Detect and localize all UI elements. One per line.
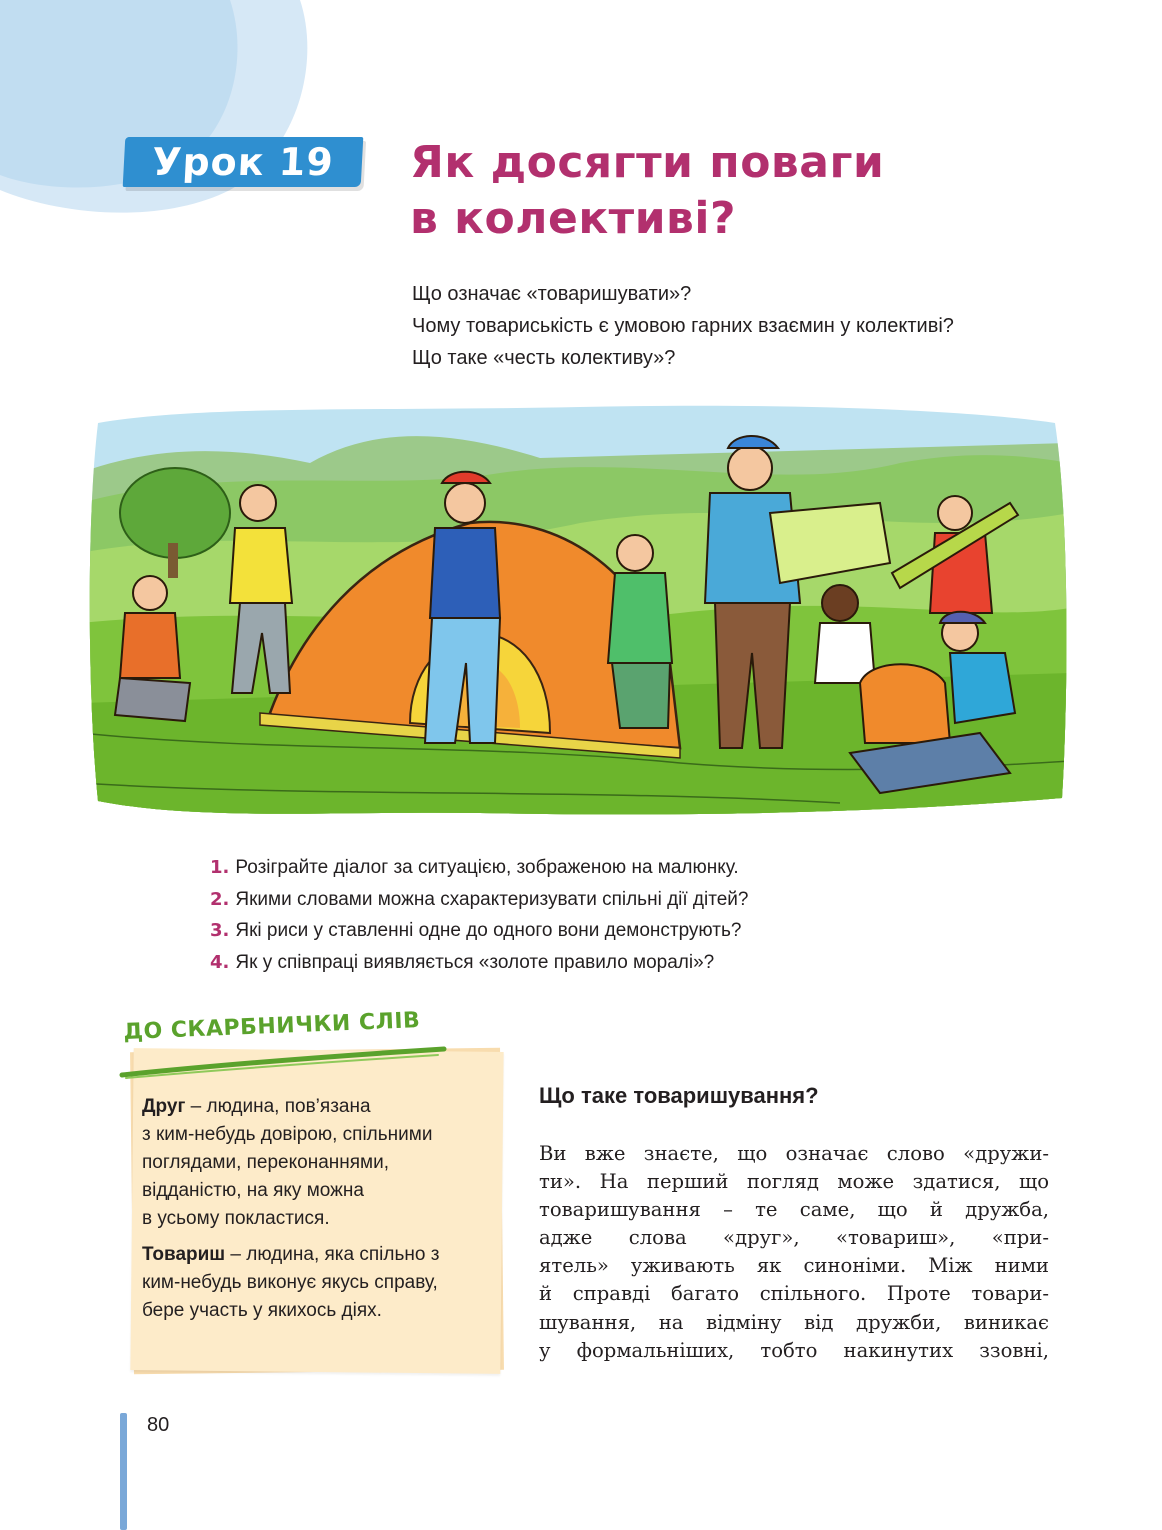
task-item: [210, 852, 748, 884]
task-item: [210, 947, 748, 979]
definition-line: поглядами, переконаннями,: [142, 1152, 389, 1173]
definition-line: з ким-небудь довірою, спільними: [142, 1124, 433, 1145]
task-number: 4.: [210, 951, 230, 973]
section-body: [539, 1140, 1049, 1365]
task-item: [210, 915, 748, 947]
intro-questions: [412, 278, 954, 374]
corner-decoration: [0, 0, 320, 230]
body-line: ятель» уживають як синоніми. Між ними: [539, 1254, 1049, 1278]
term: Друг: [142, 1096, 186, 1117]
title-line-1: Як досягти поваги: [410, 137, 885, 188]
definition-comrade: [142, 1241, 502, 1325]
task-number: 2.: [210, 888, 230, 910]
definition-line: ким-небудь виконує якусь справу,: [142, 1272, 438, 1293]
question-item: Чому товариськість є умовою гарних взаємин у колективі?: [412, 315, 954, 337]
definition-friend: [142, 1093, 502, 1233]
vocab-heading: ДО СКАРБНИЧКИ СЛІВ: [122, 1008, 421, 1045]
task-text: Розіграйте діалог за ситуацією, зображеною на малюнку.: [235, 857, 739, 878]
definition-line: в усьому покластися.: [142, 1208, 330, 1229]
vocab-definitions: [142, 1093, 502, 1333]
camping-illustration: [80, 403, 1070, 833]
task-number: 3.: [210, 920, 230, 941]
task-text: Як у співпраці виявляється «золоте правило моралі»?: [235, 951, 715, 973]
question-item: Що таке «честь колективу»?: [412, 347, 676, 369]
definition-line: бере участь у якихось діях.: [142, 1300, 382, 1321]
body-line: шування, на відміну від дружби, виникає: [539, 1310, 1049, 1334]
title-line-2: в колективі?: [410, 193, 736, 244]
definition-line: – людина, яка спільно з: [225, 1244, 440, 1265]
task-text: Які риси у ставленні одне до одного вони демонструють?: [235, 920, 742, 941]
term: Товариш: [142, 1244, 226, 1265]
body-line: ти». На перший погляд може здатися, що: [539, 1170, 1049, 1194]
task-text: Якими словами можна схарактеризувати спільні дії дітей?: [235, 888, 749, 910]
definition-line: – людина, пов’язана: [185, 1096, 371, 1117]
page-edge-bar: [120, 1413, 127, 1530]
body-line: товаришування – те саме, що й дружба,: [539, 1198, 1049, 1222]
task-item: [210, 884, 748, 916]
lesson-label: Урок 19: [123, 137, 364, 187]
body-line: адже слова «друг», «товариш», «при-: [539, 1226, 1049, 1250]
body-line: у формальніших, тобто накинутих ззовні,: [539, 1338, 1049, 1362]
vocab-underline: [118, 1045, 448, 1079]
section-heading: Що таке товаришування?: [539, 1083, 819, 1108]
page-number: 80: [147, 1414, 170, 1436]
lesson-title: [410, 135, 970, 247]
body-line: й справді багато спільного. Проте товари-: [539, 1282, 1049, 1306]
definition-line: відданістю, на яку можна: [142, 1180, 364, 1201]
body-line: Ви вже знаєте, що означає слово «дружи-: [539, 1142, 1049, 1165]
task-list: [210, 852, 748, 978]
task-number: 1.: [210, 857, 230, 878]
question-item: Що означає «товаришувати»?: [412, 283, 692, 305]
